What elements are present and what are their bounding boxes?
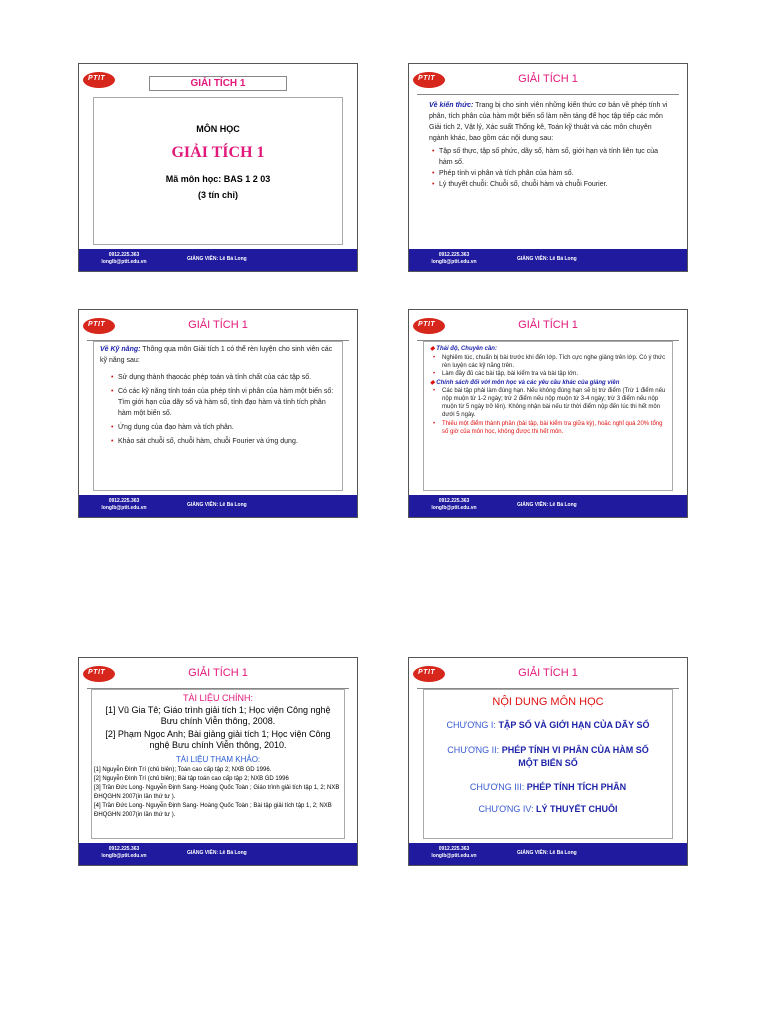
phone: 0912.225.363 (108, 498, 140, 504)
slide-footer (409, 249, 687, 271)
slide-content (423, 689, 673, 839)
bullet: • Khảo sát chuỗi số, chuỗi hàm, chuỗi Fourier và ứng dụng. (108, 436, 334, 447)
slide-footer (409, 843, 687, 865)
email: longlb@ptit.edu.vn (101, 259, 147, 265)
bullet: • Tập số thực, tập số phức, dãy số, hàm số, giới hạn và tính liên tục của hàm số. (429, 146, 673, 168)
teacher: GIẢNG VIÊN: Lê Bá Long (187, 850, 247, 856)
ref-item: [2] Nguyễn Đình Trí (chủ biên); Bài tập toán cao cấp tập 2; NXB GD 1996 (94, 776, 289, 782)
phone: 0912.225.363 (108, 252, 140, 258)
slide-title: GIẢI TÍCH 1 (518, 319, 578, 331)
teacher: GIẢNG VIÊN: Lê Bá Long (517, 502, 577, 508)
slide-title: GIẢI TÍCH 1 (518, 73, 578, 85)
email: longlb@ptit.edu.vn (431, 853, 477, 859)
teacher: GIẢNG VIÊN: Lê Bá Long (187, 256, 247, 262)
teacher: GIẢNG VIÊN: Lê Bá Long (517, 850, 577, 856)
slide-content (93, 341, 343, 491)
slide-footer (79, 249, 357, 271)
bullet: • Có các kỹ năng tính toán của phép tính vi phân của hàm một biến số: Tìm giới hạn của dãy số và hàm số, tính đạo hàm và tính tích phân hàm một biến số. (108, 386, 334, 419)
slide-content (423, 341, 673, 491)
ptit-logo: PTIT (83, 70, 117, 90)
contents-heading: NỘI DUNG MÔN HỌC (492, 696, 604, 708)
teacher: GIẢNG VIÊN: Lê Bá Long (187, 502, 247, 508)
course-code: Mã môn học: BAS 1 2 03 (165, 174, 271, 184)
email: longlb@ptit.edu.vn (431, 259, 477, 265)
phone: 0912.225.363 (108, 846, 140, 852)
main-ref-2: [2] Phạm Ngọc Anh; Bài giảng giải tích 1; Học viện Công nghệ Bưu chính Viễn thông, 2010. (105, 729, 331, 750)
phone: 0912.225.363 (438, 846, 470, 852)
subject-label: MÔN HỌC (196, 124, 240, 134)
slide-content (91, 689, 345, 839)
slide-footer (79, 843, 357, 865)
email: longlb@ptit.edu.vn (101, 853, 147, 859)
bullet: • Nghiêm túc, chuẩn bị bài trước khi đến lớp. Tích cực nghe giảng trên lớp. Có ý thức rèn luyện các kỹ năng trên. (430, 354, 666, 370)
slide-content (93, 97, 343, 245)
ref-item: [3] Trần Đức Long- Nguyễn Định Sang- Hoàng Quốc Toàn ; Giáo trình giải tích tập 1, 2; NXB ĐHQGHN 2007(in lần thứ tư ). (94, 785, 340, 800)
slide-footer (409, 495, 687, 517)
other-refs-heading: TÀI LIỆU THAM KHẢO: (175, 755, 261, 764)
slide-title: GIẢI TÍCH 1 (149, 76, 287, 91)
chapter-1: CHƯƠNG I: TẬP SỐ VÀ GIỚI HẠN CỦA DÃY SỐ (446, 720, 650, 730)
ref-item: [1] Nguyễn Đình Trí (chủ biên); Toán cao cấp tập 2; NXB GD 1996. (94, 767, 272, 773)
ptit-logo: PTIT (413, 664, 447, 684)
bullet-warning: • Thiếu một điểm thành phần (bài tập, bài kiểm tra giữa kỳ), hoặc nghỉ quá 20% tổng số giờ của môn học, không được thi hết môn. (430, 420, 666, 436)
credits: (3 tín chỉ) (198, 190, 238, 200)
slide-content (429, 100, 673, 245)
slide-6 (408, 657, 688, 866)
heading-policy: ◆ Chính sách đối với môn học và các yêu cầu khác của giảng viên (430, 380, 620, 386)
ptit-logo: PTIT (83, 664, 117, 684)
subject-name: GIẢI TÍCH 1 (171, 144, 265, 161)
chapter-2: CHƯƠNG II: PHÉP TÍNH VI PHÂN CỦA HÀM SỐ MỘT BIẾN SỐ (447, 745, 649, 768)
ref-item: [4] Trần Đức Long- Nguyễn Định Sang- Hoàng Quốc Toàn ; Bài tập giải tích tập 1, 2; NXB ĐHQGHN 2007(in lần thứ tư ). (94, 803, 332, 818)
slide-title: GIẢI TÍCH 1 (518, 667, 578, 679)
slide-title: GIẢI TÍCH 1 (188, 319, 248, 331)
phone: 0912.225.363 (438, 498, 470, 504)
skills-paragraph: Về Kỹ năng: Thông qua môn Giải tích 1 có thể rèn luyện cho sinh viên các kỹ năng sau: (100, 346, 333, 364)
bullet: • Lý thuyết chuỗi: Chuỗi số, chuỗi hàm và chuỗi Fourier. (429, 179, 673, 190)
slide-4 (408, 309, 688, 518)
teacher: GIẢNG VIÊN: Lê Bá Long (517, 256, 577, 262)
email: longlb@ptit.edu.vn (431, 505, 477, 511)
ptit-logo: PTIT (413, 70, 447, 90)
heading-attitude: ◆ Thái độ, Chuyên cần: (430, 346, 497, 352)
slide-2 (408, 63, 688, 272)
bullet: • Phép tính vi phân và tích phân của hàm số. (429, 168, 673, 179)
email: longlb@ptit.edu.vn (101, 505, 147, 511)
slide-1 (78, 63, 358, 272)
bullet: • Sử dụng thành thạocác phép toán và tính chất của các tập số. (108, 372, 334, 383)
ptit-logo: PTIT (83, 316, 117, 336)
main-ref-1: [1] Vũ Gia Tê; Giáo trình giải tích 1; Học viện Công nghệ Bưu chính Viễn thông, 2008. (105, 705, 331, 726)
slide-title: GIẢI TÍCH 1 (188, 667, 248, 679)
chapter-3: CHƯƠNG III: PHÉP TÍNH TÍCH PHÂN (469, 782, 627, 792)
slide-5 (78, 657, 358, 866)
bullet: • Các bài tập phải làm đúng hạn. Nếu không đúng hạn sẽ bị trừ điểm (Trừ 1 điểm nếu nộp muộn từ 1-2 ngày; trừ 2 điểm nếu nộp muộn từ 3-4 ngày; trừ 3 điểm nếu nộp muộn từ 5 ngày trở lên). Không nhận bài nếu từ thời điểm nộp đến lúc thi hết môn dưới 5 ngày. (430, 387, 666, 419)
slide-3 (78, 309, 358, 518)
bullet: • Làm đầy đủ các bài tập, bài kiểm tra và bài tập lớn. (430, 370, 666, 378)
knowledge-paragraph: Về kiến thức: Trang bị cho sinh viên những kiến thức cơ bản về phép tính vi phân, tích phân của hàm một biến số làm nền tảng để học tập tiếp các môn Giải tích 2, Vật lý, Xác suất Thống kê, Toán kỹ thuật và các môn chuyên ngành khác, bao gồm các nội dung sau: (429, 102, 668, 142)
slide-footer (79, 495, 357, 517)
main-refs-heading: TÀI LIỆU CHÍNH: (182, 693, 253, 703)
ptit-logo: PTIT (413, 316, 447, 336)
phone: 0912.225.363 (438, 252, 470, 258)
chapter-4: CHƯƠNG IV: LÝ THUYẾT CHUỖI (478, 804, 618, 814)
bullet: • Ứng dụng của đạo hàm và tích phân. (108, 422, 334, 433)
